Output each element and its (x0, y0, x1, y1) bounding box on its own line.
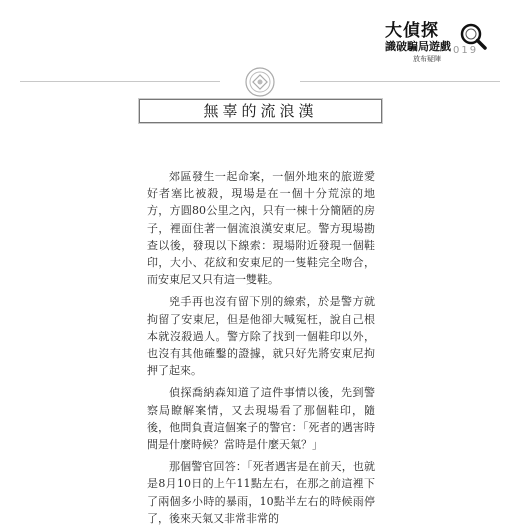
chapter-title: 無辜的流浪漢 (139, 99, 382, 123)
page-number: 019 (453, 45, 479, 56)
paragraph: 那個警官回答：「死者遇害是在前天，也就是8月10日的上午11點左右，在那之前這裡下了兩個多小時的暴雨，10點半左右的時候雨停了，後來天氣又非常非常的 (147, 460, 375, 525)
ornament-icon (244, 66, 276, 98)
body-text (147, 168, 375, 532)
paragraph: 郊區發生一起命案，一個外地來的旅遊愛好者塞比被殺，現場是在一個十分荒涼的地方，方圓80公里之內，只有一棟十分簡陋的房子，裡面住著一個流浪漢安東尼。警方現場勘查以後，發現以下線索：現場附近發現一個鞋印，大小、花紋和安東尼的一隻鞋完全吻合，而安東尼又只有這一雙鞋。 (147, 170, 375, 287)
section-tag: 放布疑陣 (413, 55, 441, 63)
book-subtitle: 識破騙局遊戲 (385, 40, 451, 53)
divider-left (20, 81, 220, 82)
book-title: 大偵探 (385, 21, 439, 41)
book-logo (385, 22, 497, 62)
divider-right (300, 81, 500, 82)
paragraph: 兇手再也沒有留下別的線索，於是警方就拘留了安東尼，但是他卻大喊冤枉，說自己根本就沒殺過人。警方除了找到一個鞋印以外，也沒有其他確鑿的證據，就只好先將安東尼拘押了起來。 (147, 295, 375, 378)
paragraph: 偵探喬納森知道了這件事情以後，先到警察局瞭解案情，又去現場看了那個鞋印，隨後，他問負責這個案子的警官：「死者的遇害時間是什麼時候？當時是什麼天氣？」 (147, 386, 375, 452)
